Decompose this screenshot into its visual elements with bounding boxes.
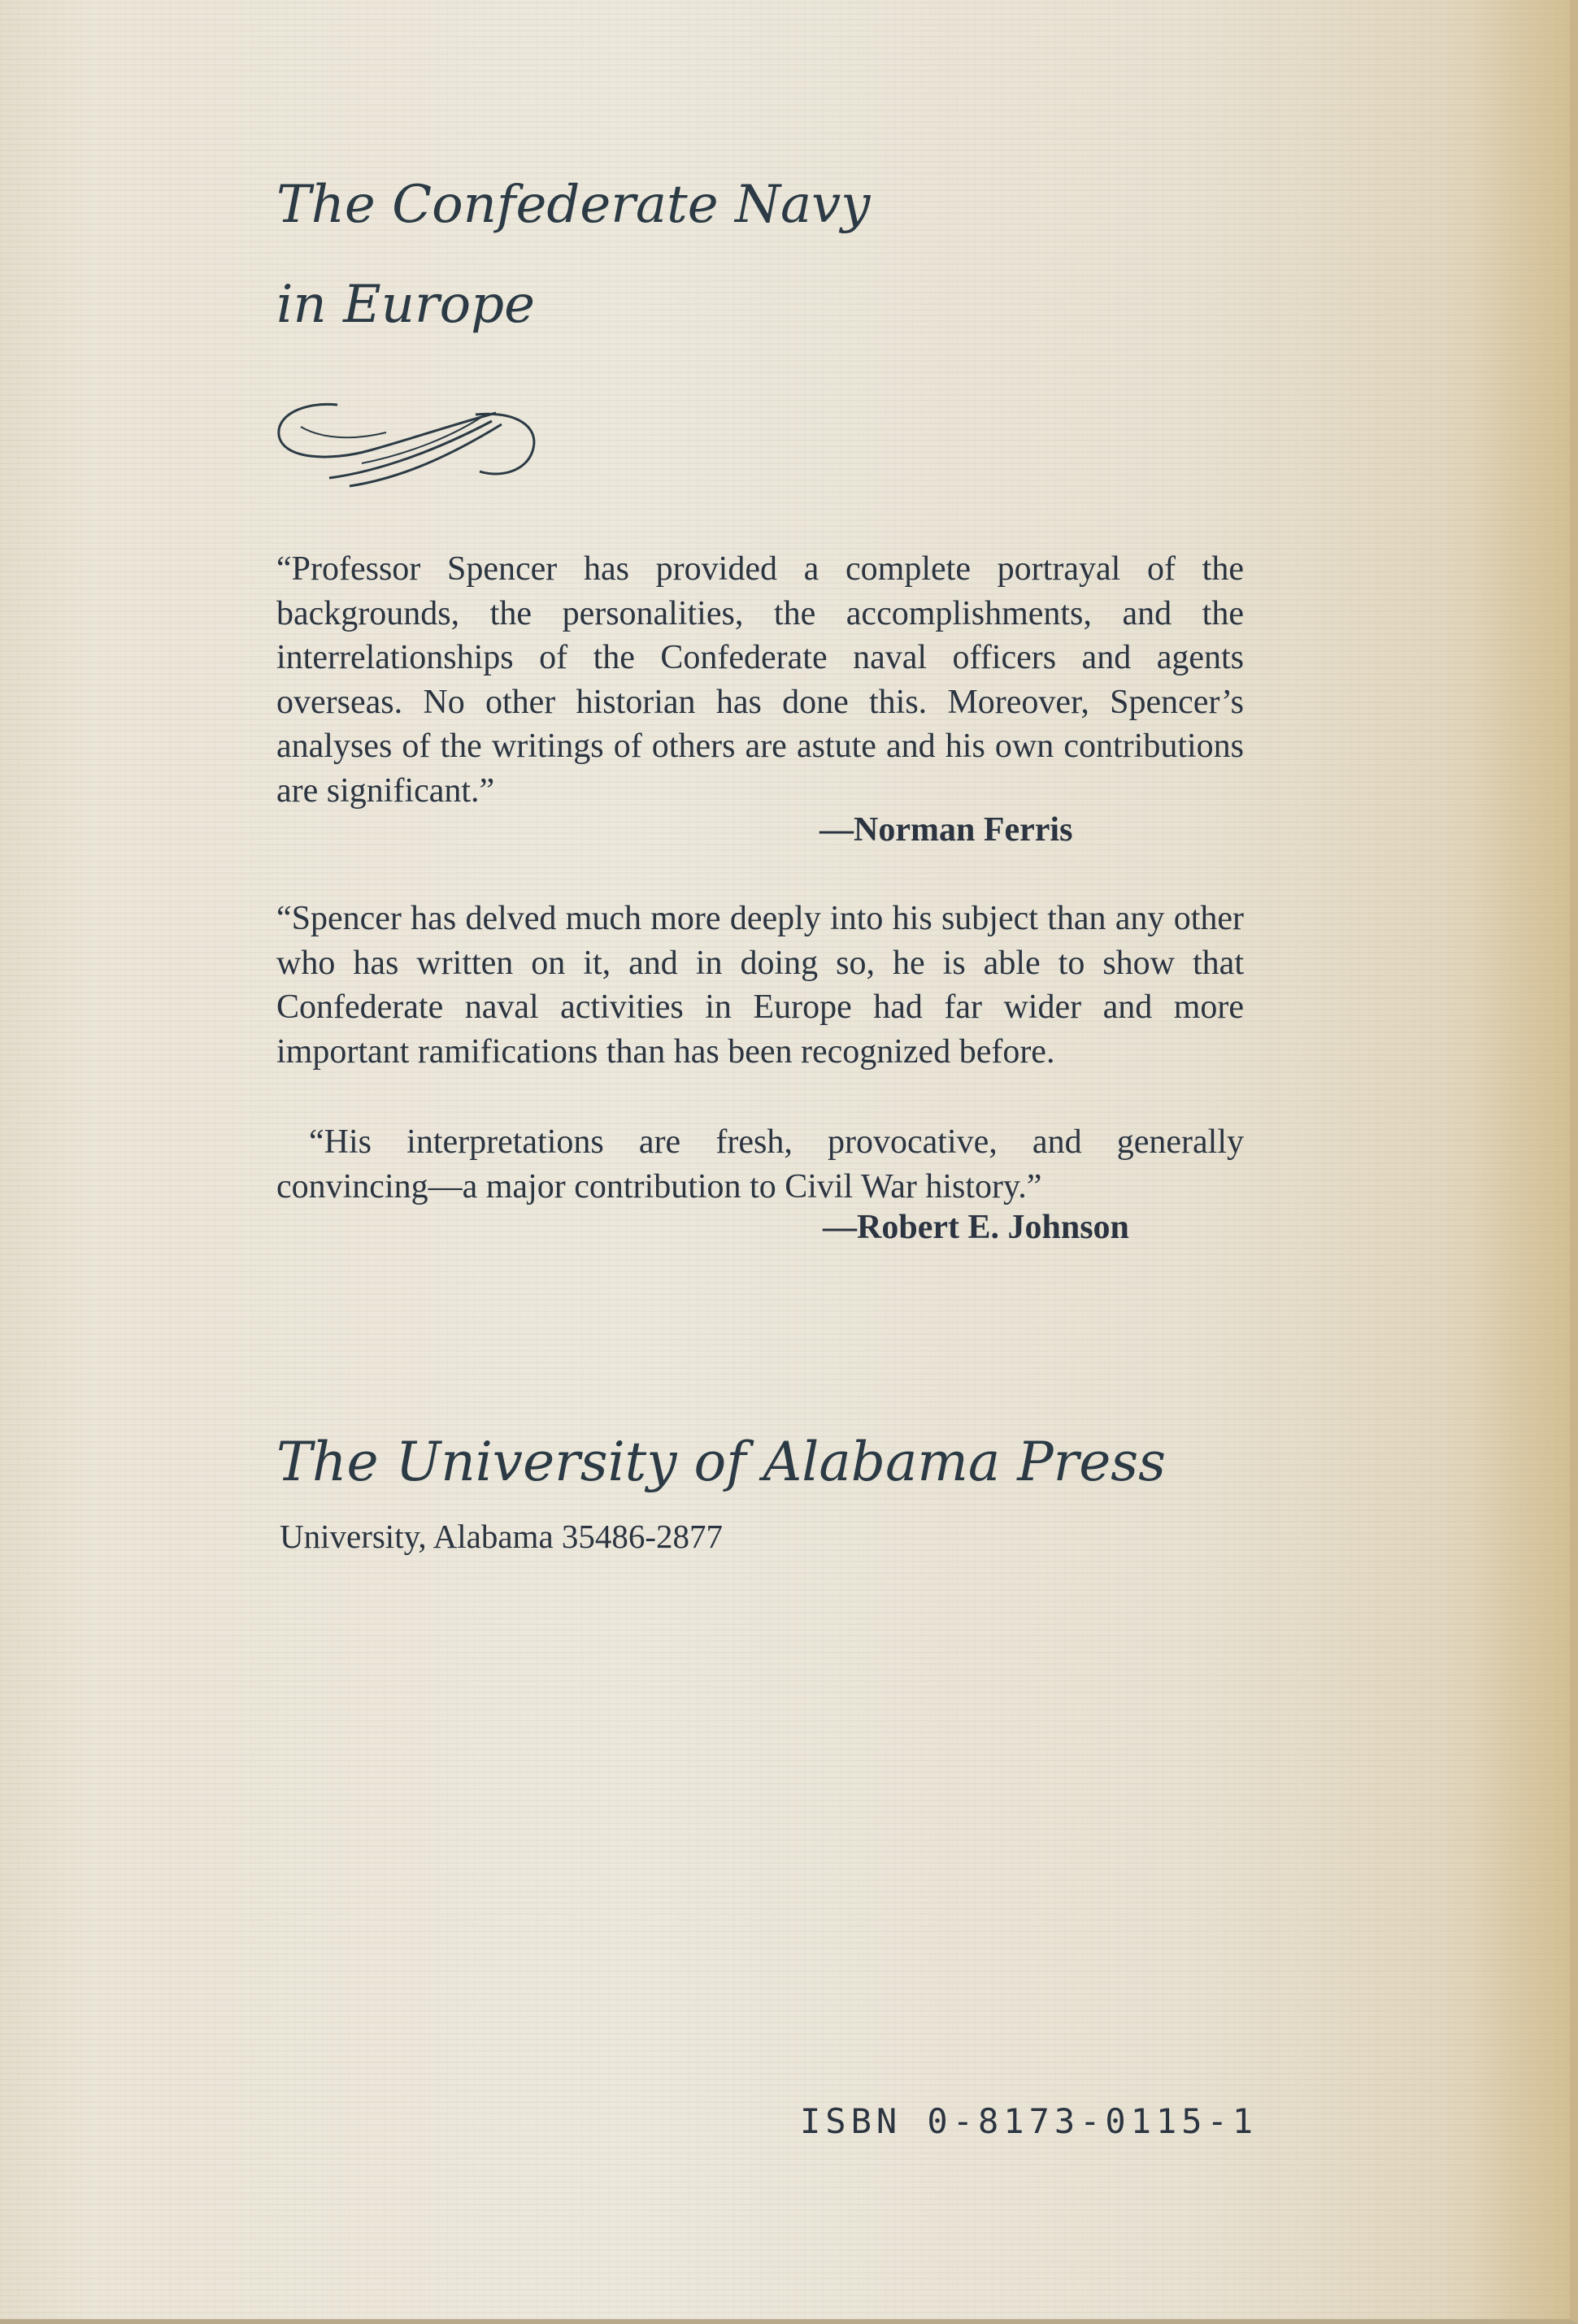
decorative-flourish-icon: [272, 390, 541, 496]
publisher-name: The University of Alabama Press: [276, 1431, 1166, 1493]
book-title-line-1: The Confederate Navy: [276, 175, 871, 235]
review-quote-johnson-paragraph-1: “Spencer has delved much more deeply into his subject than any other who has written on it, and in doing so, he is able to show that Confederate naval activities in Europe had far wider and more important ramifications than has been recognized before.: [276, 900, 1244, 1071]
review-quote-ferris: “Professor Spencer has provided a complete portrayal of the backgrounds, the personalities, the accomplishments, and the interrelationships of the Confederate naval officers and agents overseas. No other historian has done this. Moreover, Spencer’s analyses of the writings of others are astute and his own contributions are significant.”: [276, 550, 1244, 810]
review-quote-johnson-paragraph-2: “His interpretations are fresh, provocative, and generally convincing—a major contribution to Civil War history.”: [276, 1123, 1244, 1205]
book-title-line-2: in Europe: [276, 275, 535, 335]
isbn-number: ISBN 0-8173-0115-1: [800, 2101, 1258, 2141]
review-attribution-ferris: —Norman Ferris: [819, 811, 1073, 849]
review-attribution-johnson: —Robert E. Johnson: [823, 1209, 1129, 1246]
publisher-address: University, Alabama 35486-2877: [280, 1518, 724, 1555]
cover-edge-shading: [1472, 0, 1570, 2324]
